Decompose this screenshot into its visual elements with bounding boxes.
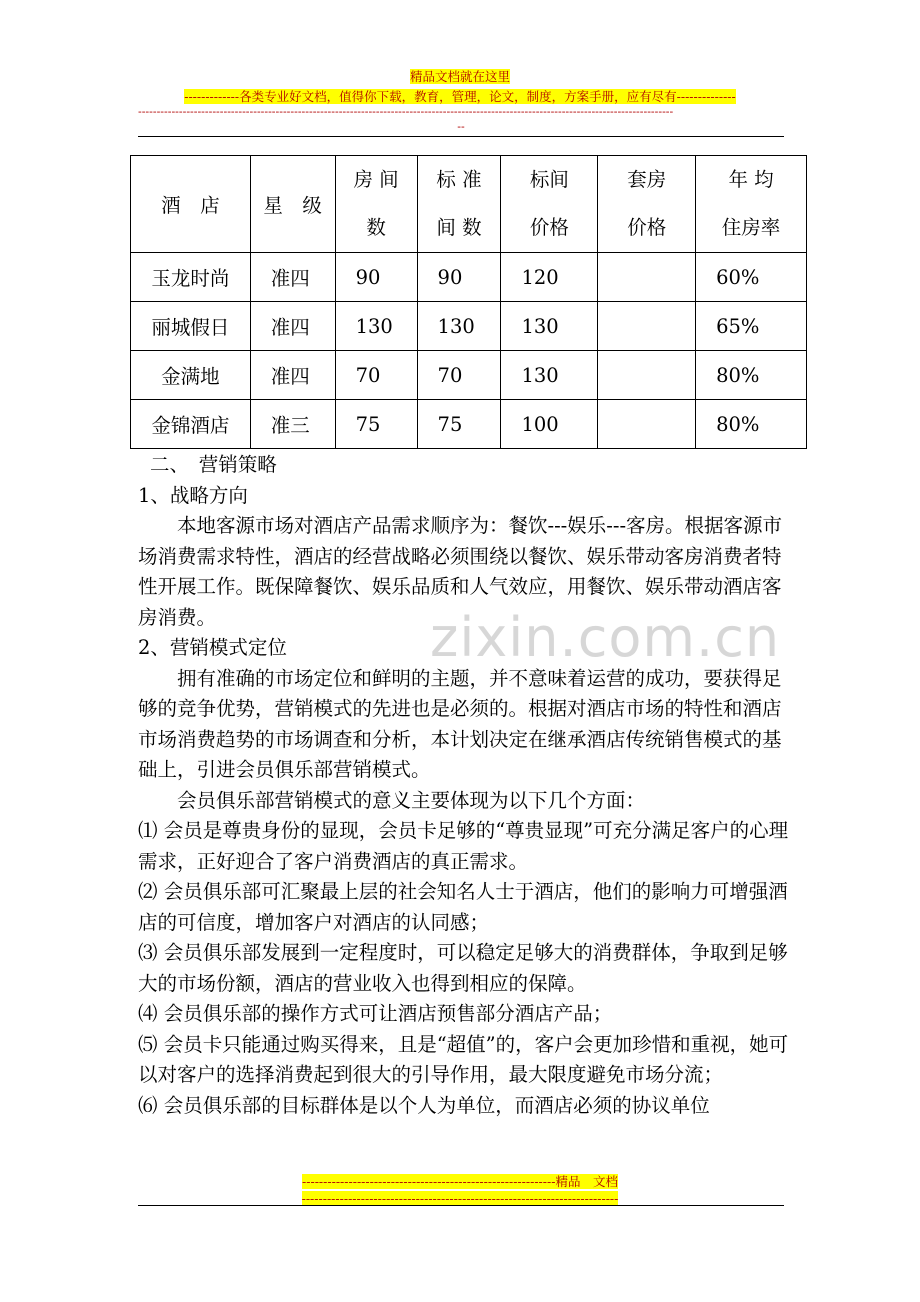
- cell-occupancy: 65%: [696, 302, 807, 351]
- paragraph-club-intro: 会员俱乐部营销模式的意义主要体现为以下几个方面：: [177, 788, 646, 812]
- cell-standard-price: 130: [501, 351, 598, 400]
- cell-suite-price: [598, 400, 696, 449]
- cell-hotel: 玉龙时尚: [131, 253, 251, 302]
- footer-line: ------------------------------------------------------------精品 文档: [302, 1174, 618, 1189]
- cell-hotel: 金锦酒店: [131, 400, 251, 449]
- subheading-marketing-mode: 2、营销模式定位: [138, 636, 287, 659]
- cell-rooms: 130: [335, 302, 417, 351]
- table-row: [131, 400, 807, 449]
- header-title: 精品文档就在这里: [409, 69, 510, 84]
- cell-standard-rooms: 70: [417, 351, 501, 400]
- table-row: [131, 253, 807, 302]
- list-item: ⑸ 会员卡只能通过购买得来，且是“超值”的，客户会更加珍惜和重视，她可以对客户的选择消费起到很大的引导作用，最大限度避免市场分流；: [138, 1032, 789, 1086]
- list-item: ⑵ 会员俱乐部可汇聚最上层的社会知名人士于酒店，他们的影响力可增强酒店的可信度，增加客户对酒店的认同感；: [138, 880, 788, 934]
- header-standard-price: 标间 价格: [501, 156, 598, 253]
- cell-star: 准三: [250, 400, 335, 449]
- cell-suite-price: [598, 302, 696, 351]
- cell-suite-price: [598, 253, 696, 302]
- header-star: 星 级: [250, 156, 335, 253]
- header-suite-price: 套房 价格: [598, 156, 696, 253]
- list-item: ⑴ 会员是尊贵身份的显现，会员卡足够的“尊贵显现”可充分满足客户的心理需求，正好迎合了客户消费酒店的真正需求。: [138, 819, 789, 873]
- header-standard-rooms: 标 准 间 数: [417, 156, 501, 253]
- watermark: zixin.com.cn: [430, 606, 781, 669]
- cell-star: 准四: [250, 253, 335, 302]
- cell-standard-rooms: 90: [417, 253, 501, 302]
- header-dash-tail: --: [457, 121, 465, 133]
- cell-suite-price: [598, 351, 696, 400]
- cell-standard-rooms: 130: [417, 302, 501, 351]
- list-item: ⑷ 会员俱乐部的操作方式可让酒店预售部分酒店产品；: [138, 1002, 613, 1025]
- cell-star: 准四: [250, 302, 335, 351]
- table-header-row: [131, 156, 807, 253]
- cell-rooms: 90: [335, 253, 417, 302]
- header-rooms: 房 间 数: [335, 156, 417, 253]
- cell-standard-price: 130: [501, 302, 598, 351]
- header-banner: -------------各类专业好文档，值得你下载，教育，管理，论文，制度，方案手册，应有尽有--------------: [184, 89, 736, 104]
- table-row: [131, 302, 807, 351]
- list-item: ⑶ 会员俱乐部发展到一定程度时，可以稳定足够大的消费群体，争取到足够大的市场份额，酒店的营业收入也得到相应的保障。: [138, 941, 788, 995]
- cell-standard-price: 120: [501, 253, 598, 302]
- cell-rooms: 75: [335, 400, 417, 449]
- cell-occupancy: 60%: [696, 253, 807, 302]
- cell-occupancy: 80%: [696, 351, 807, 400]
- cell-star: 准四: [250, 351, 335, 400]
- table-row: [131, 351, 807, 400]
- cell-hotel: 金满地: [131, 351, 251, 400]
- header-dash-line: ------------------------------------------------------------------------------------------------------------------------------------------------: [138, 106, 674, 118]
- hotel-table: [130, 155, 807, 449]
- section-heading: 二、 营销策略: [150, 453, 277, 476]
- header-hotel: 酒 店: [131, 156, 251, 253]
- cell-hotel: 丽城假日: [131, 302, 251, 351]
- list-item: ⑹ 会员俱乐部的目标群体是以个人为单位，而酒店必须的协议单位: [138, 1093, 710, 1117]
- paragraph-strategy: 本地客源市场对酒店产品需求顺序为：餐饮---娱乐---客房。根据客源市场消费需求特性，酒店的经营战略必须围绕以餐饮、娱乐带动客房消费者特性开展工作。既保障餐饮、娱乐品质和人气效应，用餐饮、娱乐带动酒店客房消费。: [138, 514, 783, 629]
- header-rule: [138, 136, 784, 137]
- footer-rule: [138, 1205, 784, 1206]
- footer-dash-line: ---------------------------------------------------------------------------: [301, 1191, 619, 1206]
- subheading-strategy: 1、战略方向: [138, 483, 248, 507]
- cell-occupancy: 80%: [696, 400, 807, 449]
- paragraph-marketing-mode: 拥有准确的市场定位和鲜明的主题，并不意味着运营的成功，要获得足够的竞争优势，营销模式的先进也是必须的。根据对酒店市场的特性和酒店市场消费趋势的市场调查和分析，本计划决定在继承酒店传统销售模式的基础上，引进会员俱乐部营销模式。: [138, 666, 782, 781]
- cell-standard-price: 100: [501, 400, 598, 449]
- document-body: [138, 450, 798, 1121]
- cell-rooms: 70: [335, 351, 417, 400]
- header-occupancy: 年 均 住房率: [696, 156, 807, 253]
- cell-standard-rooms: 75: [417, 400, 501, 449]
